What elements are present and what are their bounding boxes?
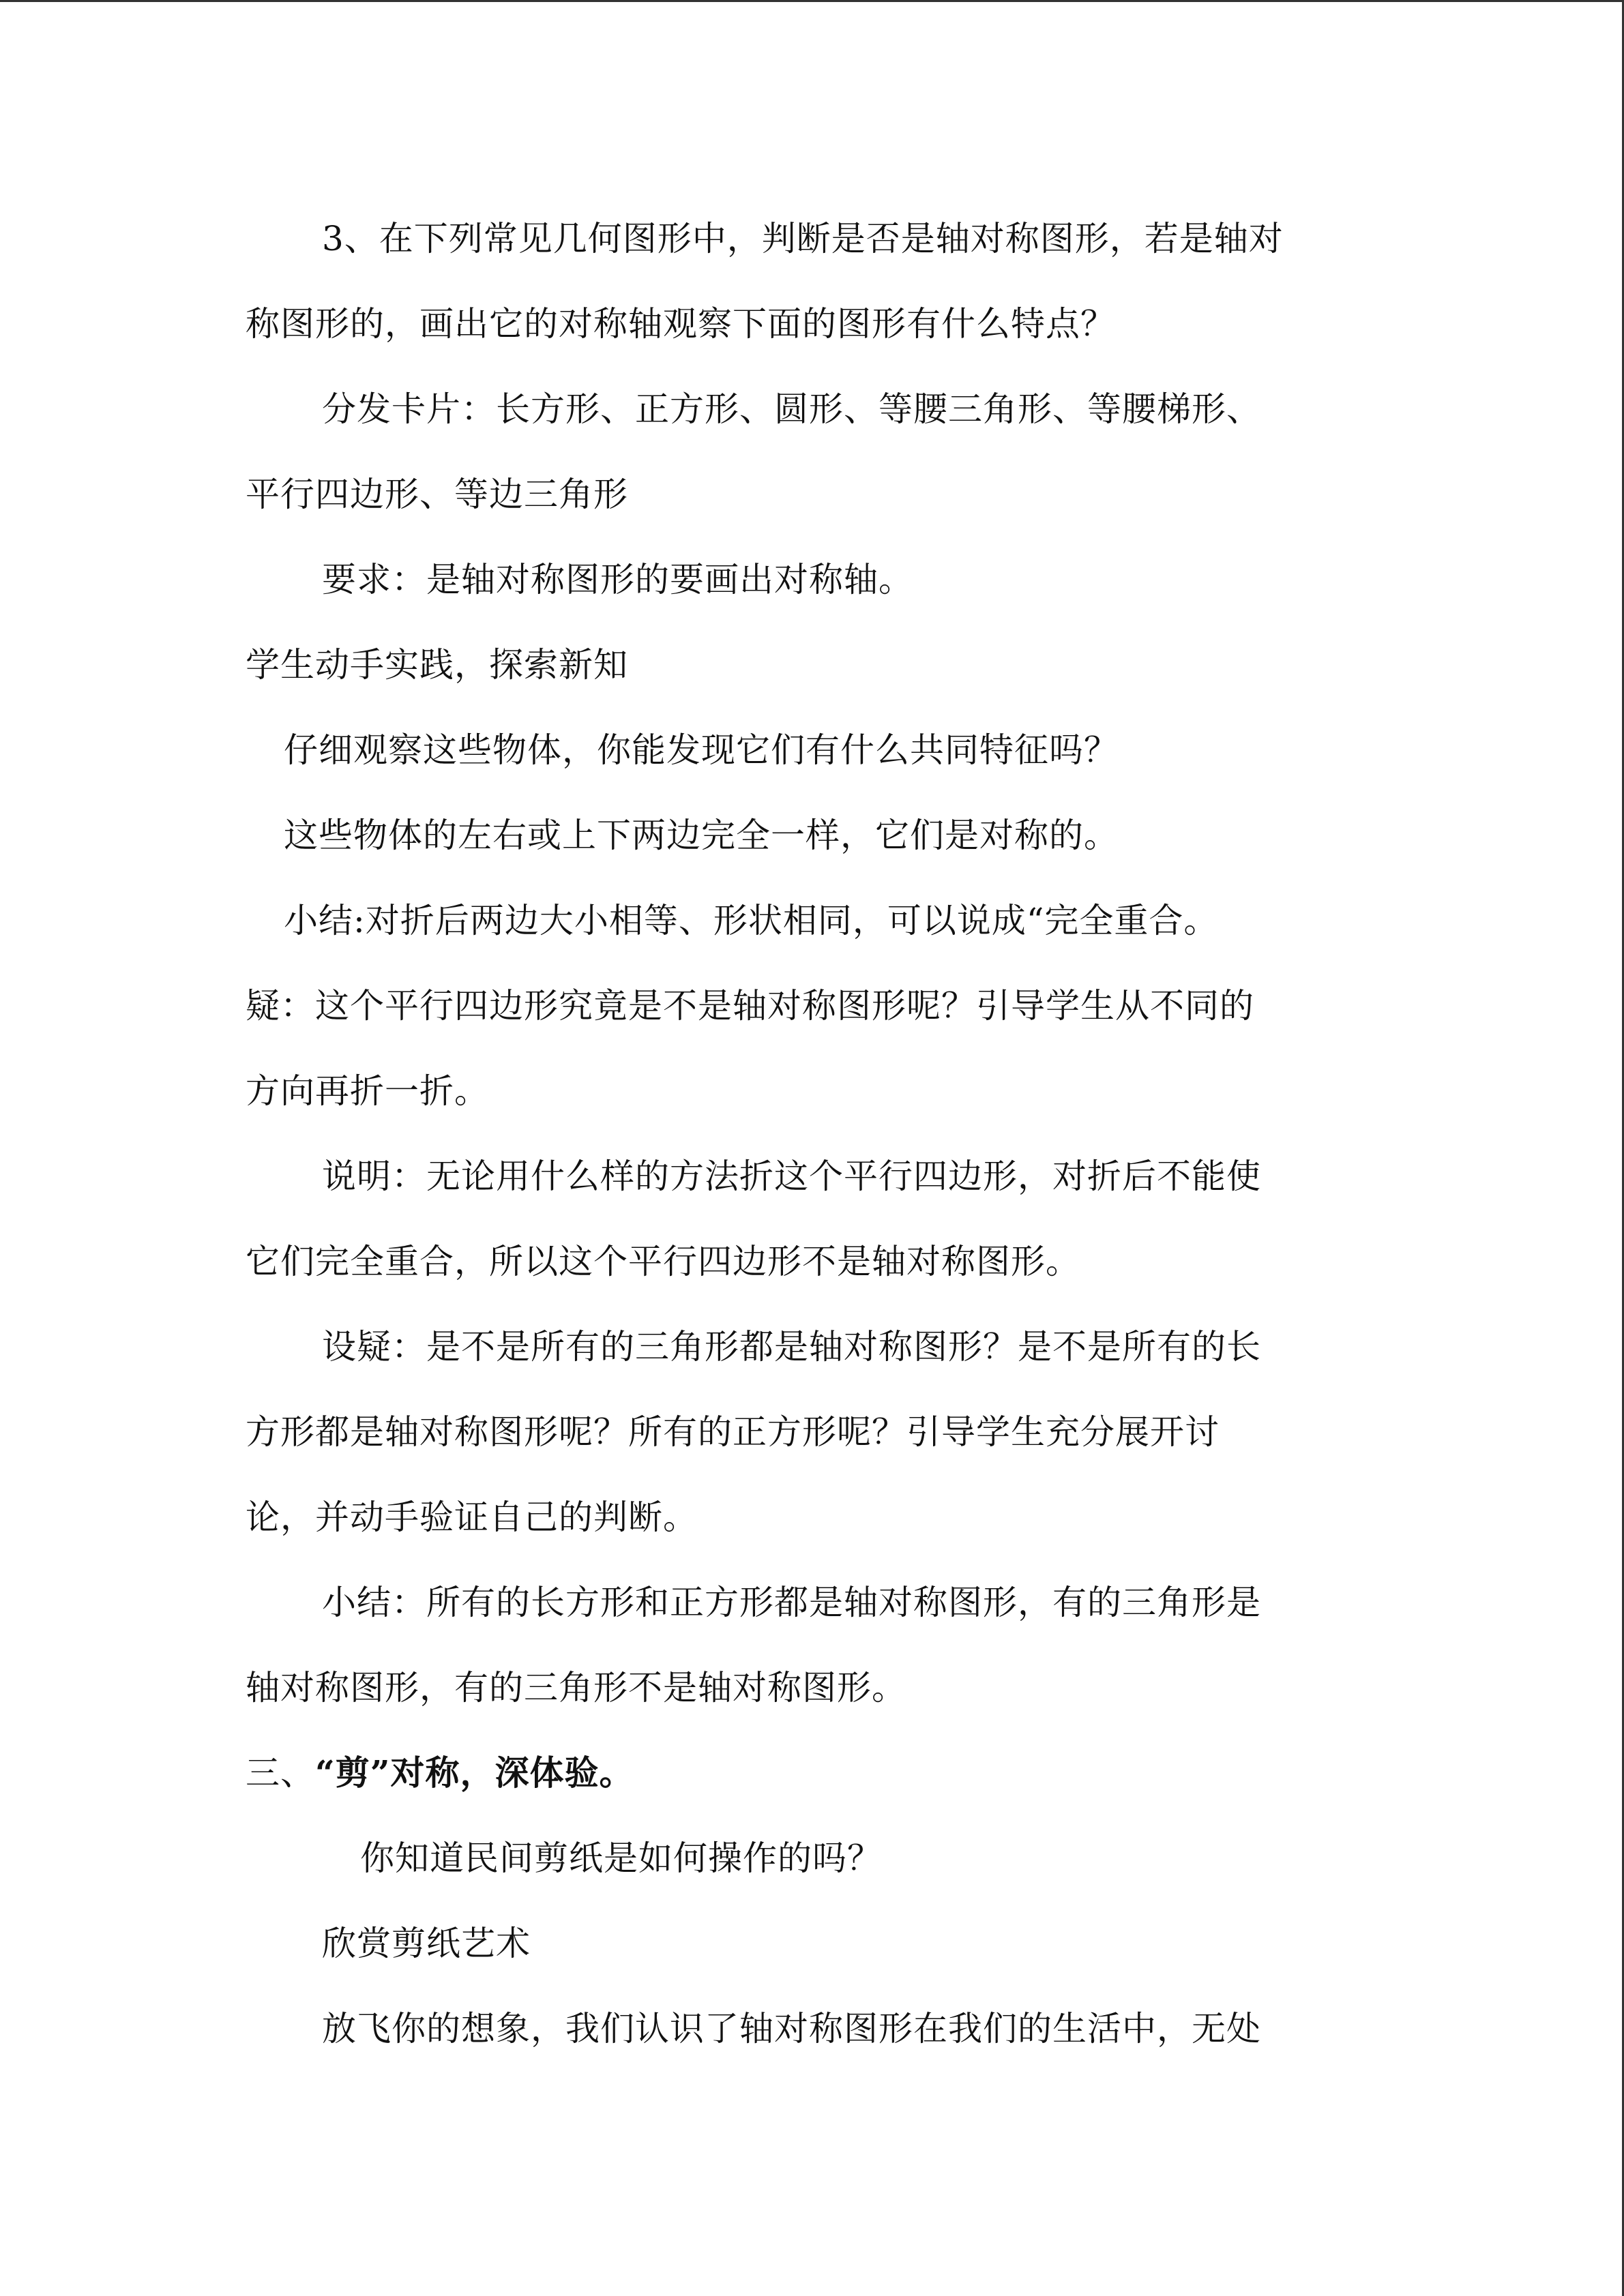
text-line: 分发卡片：长方形、正方形、圆形、等腰三角形、等腰梯形、	[322, 389, 1261, 429]
text-line: 放飞你的想象，我们认识了轴对称图形在我们的生活中，无处	[322, 2009, 1261, 2048]
text-line: 欣赏剪纸艺术	[322, 1924, 531, 1963]
text-line: 仔细观察这些物体，你能发现它们有什么共同特征吗？	[284, 730, 1119, 770]
text-line: 学生动手实践，探索新知	[246, 645, 628, 685]
text-line: 它们完全重合，所以这个平行四边形不是轴对称图形。	[246, 1242, 1080, 1281]
text-line: 论，并动手验证自己的判断。	[246, 1497, 698, 1537]
text-line: 方向再折一折。	[246, 1071, 489, 1111]
text-line: 设疑：是不是所有的三角形都是轴对称图形？是不是所有的长	[322, 1327, 1261, 1367]
text-line: 你知道民间剪纸是如何操作的吗？	[360, 1838, 882, 1878]
text-line: 疑：这个平行四边形究竟是不是轴对称图形呢？引导学生从不同的	[246, 986, 1254, 1026]
text-line: 平行四边形、等边三角形	[246, 475, 628, 514]
section-number: 三、	[246, 1753, 315, 1793]
text-line: 3、在下列常见几何图形中，判断是否是轴对称图形，若是轴对	[322, 219, 1284, 258]
text-line: 说明：无论用什么样的方法折这个平行四边形，对折后不能使	[322, 1157, 1261, 1196]
text-line: 方形都是轴对称图形呢？所有的正方形呢？引导学生充分展开讨	[246, 1412, 1220, 1452]
section-heading	[246, 1753, 634, 1793]
text-line: 小结:对折后两边大小相等、形状相同，可以说成“完全重合。	[284, 901, 1219, 940]
text-line: 要求：是轴对称图形的要画出对称轴。	[322, 560, 913, 599]
section-title: “剪”对称，深体验。	[315, 1753, 634, 1793]
text-line: 称图形的，画出它的对称轴观察下面的图形有什么特点？	[246, 304, 1115, 344]
text-line: 小结：所有的长方形和正方形都是轴对称图形，有的三角形是	[322, 1583, 1261, 1622]
text-line: 轴对称图形，有的三角形不是轴对称图形。	[246, 1668, 906, 1708]
text-line: 这些物体的左右或上下两边完全一样，它们是对称的。	[284, 816, 1119, 855]
